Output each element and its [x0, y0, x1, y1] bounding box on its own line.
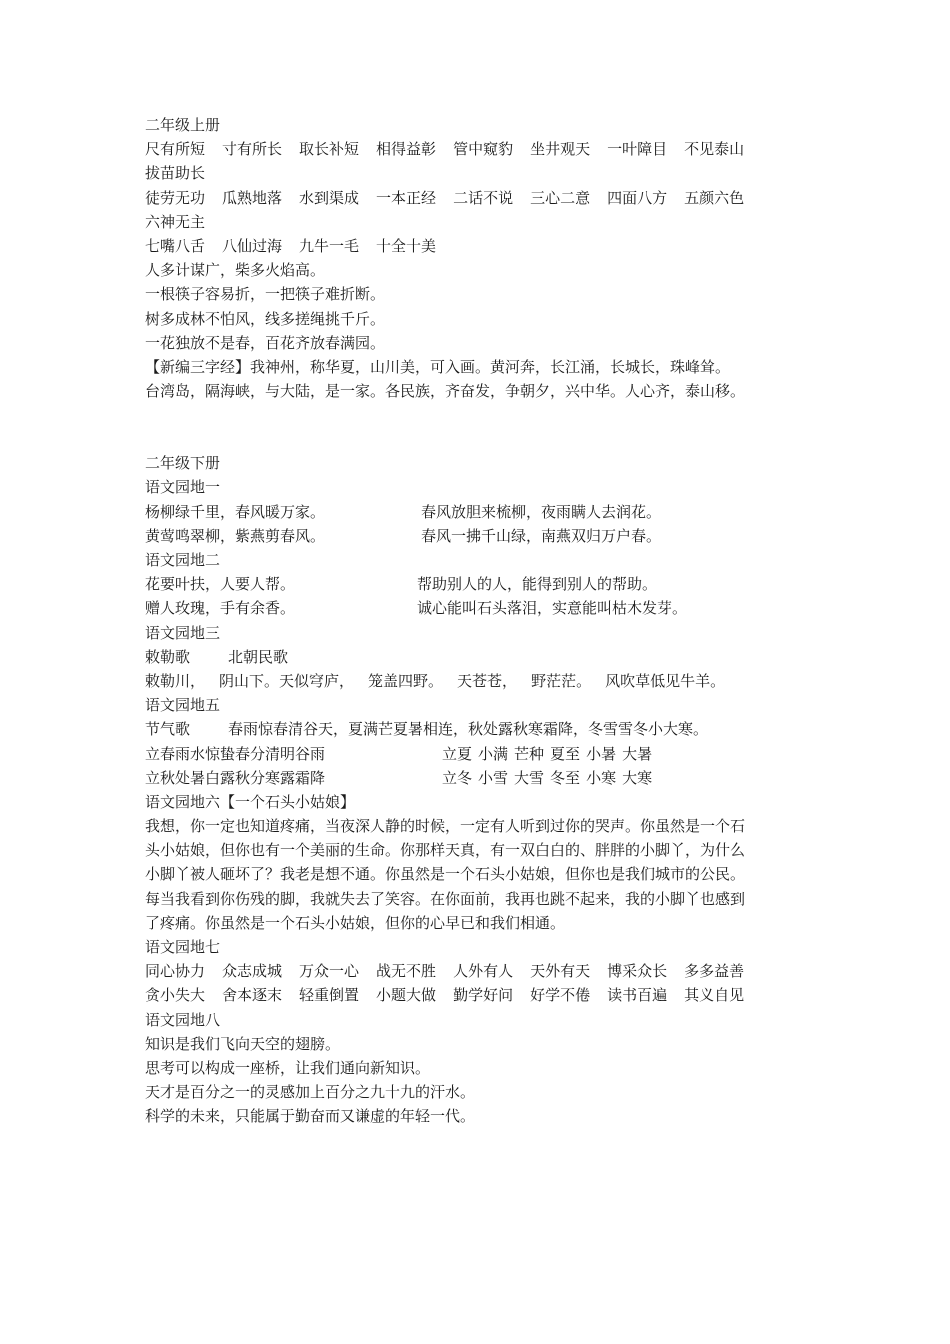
idiom: 小题大做	[376, 986, 437, 1005]
idiom: 十全十美	[376, 236, 437, 255]
idiom: 轻重倒置	[299, 986, 360, 1005]
idioms-row-3	[145, 234, 825, 258]
saying-row	[145, 572, 825, 596]
idiom: 拔苗助长	[145, 164, 206, 183]
quote-line: 思考可以构成一座桥，让我们通向新知识。	[145, 1058, 431, 1077]
idiom: 四面八方	[607, 188, 668, 207]
song-label: 节气歌	[145, 720, 191, 739]
lower-heading: 二年级下册	[145, 454, 221, 473]
saying-left: 赠人玫瑰，手有余香。	[145, 599, 296, 618]
saying-right: 帮助别人的人，能得到别人的帮助。	[417, 575, 658, 594]
document-page	[145, 113, 825, 1129]
term: 立冬	[442, 768, 473, 787]
term: 小暑	[586, 744, 617, 763]
solar-terms-row	[145, 742, 825, 766]
idiom: 七嘴八舌	[145, 236, 206, 255]
term: 大雪	[514, 768, 545, 787]
idiom: 好学不倦	[530, 986, 591, 1005]
upper-heading: 二年级上册	[145, 116, 221, 134]
couplet-left: 黄莺鸣翠柳，紫燕剪春风。	[145, 526, 326, 545]
garden-title: 语文园地七	[145, 938, 221, 956]
term: 冬至	[550, 768, 581, 787]
term: 夏至	[550, 744, 581, 763]
idiom: 坐井观天	[530, 140, 591, 159]
sanzijing-line: 【新编三字经】我神州，称华夏，山川美，可入画。黄河奔，长江涌，长城长，珠峰耸。	[145, 357, 731, 376]
story-line: 头小姑娘，但你也有一个美丽的生命。你那样天真，有一双白白的、胖胖的小脚丫，为什么	[145, 841, 746, 860]
idiom: 二话不说	[453, 188, 514, 207]
proverb: 人多计谋广，柴多火焰高。	[145, 261, 326, 280]
quote-line: 天才是百分之一的灵感加上百分之九十九的汗水。	[145, 1083, 476, 1102]
idiom: 一本正经	[376, 188, 437, 207]
poem-line: 笼盖四野。	[368, 671, 444, 690]
term: 大寒	[622, 768, 653, 787]
idiom: 勤学好问	[453, 986, 514, 1005]
quote-line: 知识是我们飞向天空的翅膀。	[145, 1034, 341, 1053]
terms-left: 立秋处暑白露秋分寒露霜降	[145, 768, 326, 787]
idiom: 不见泰山	[684, 140, 745, 159]
section-spacer	[145, 403, 825, 451]
idiom: 九牛一毛	[299, 236, 360, 255]
idiom: 万众一心	[299, 962, 360, 981]
garden-title: 语文园地三	[145, 623, 221, 642]
idiom: 瓜熟地落	[222, 188, 283, 207]
term: 小寒	[586, 768, 617, 787]
proverb: 一花独放不是春，百花齐放春满园。	[145, 333, 386, 352]
idiom: 人外有人	[453, 962, 514, 981]
term: 小雪	[478, 768, 509, 787]
garden-title: 语文园地二	[145, 551, 221, 569]
term: 小满	[478, 744, 509, 763]
idiom: 尺有所短	[145, 140, 206, 159]
poem-line: 风吹草低见牛羊。	[605, 671, 726, 690]
idiom: 博采众长	[607, 962, 668, 981]
idioms-row-1	[145, 137, 825, 161]
poem-title: 敕勒歌	[145, 647, 191, 666]
song-text: 春雨惊春清谷天，夏满芒夏暑相连，秋处露秋寒霜降，冬雪雪冬小大寒。	[228, 720, 709, 739]
terms-left: 立春雨水惊蛰春分清明谷雨	[145, 744, 326, 763]
term: 大暑	[622, 744, 653, 763]
couplet-right: 春风放胆来梳柳，夜雨瞒人去润花。	[421, 502, 662, 521]
idiom: 管中窥豹	[453, 140, 514, 159]
idiom: 天外有天	[530, 962, 591, 981]
couplet-left: 杨柳绿千里，春风暖万家。	[145, 502, 326, 521]
sanzijing-line: 台湾岛，隔海峡，与大陆，是一家。各民族，齐奋发，争朝夕，兴中华。人心齐，泰山移。	[145, 382, 746, 401]
poem-author: 北朝民歌	[228, 647, 289, 666]
idiom: 三心二意	[530, 188, 591, 207]
idiom: 取长补短	[299, 140, 360, 159]
garden-title: 语文园地一	[145, 478, 221, 497]
idiom: 众志成城	[222, 962, 283, 981]
garden-title: 语文园地五	[145, 696, 221, 715]
garden-title: 语文园地八	[145, 1010, 221, 1029]
idiom: 其义自见	[684, 986, 745, 1005]
idiom: 八仙过海	[222, 236, 283, 255]
idiom: 五颜六色	[684, 188, 745, 207]
idiom: 徒劳无功	[145, 188, 206, 207]
couplet-right: 春风一拂千山绿，南燕双归万户春。	[421, 526, 662, 545]
idiom: 同心协力	[145, 962, 206, 981]
idioms-row	[145, 983, 825, 1007]
idiom: 一叶障目	[607, 140, 668, 159]
garden-title: 语文园地六【一个石头小姑娘】	[145, 792, 356, 811]
proverb: 一根筷子容易折，一把筷子难折断。	[145, 285, 386, 304]
poem-line: 敕勒川，	[145, 671, 206, 690]
poem-line: 野茫茫。	[531, 671, 592, 690]
idiom: 水到渠成	[299, 188, 360, 207]
terms-right	[442, 742, 658, 766]
poem-heading	[145, 645, 825, 669]
quote-line: 科学的未来，只能属于勤奋而又谦虚的年轻一代。	[145, 1107, 476, 1126]
solar-terms-song	[145, 717, 825, 741]
term: 芒种	[514, 744, 545, 763]
idiom: 六神无主	[145, 212, 206, 231]
idioms-row	[145, 959, 825, 983]
idiom: 贪小失大	[145, 986, 206, 1005]
saying-left: 花要叶扶，人要人帮。	[145, 575, 296, 594]
couplet-row	[145, 524, 825, 548]
couplet-row	[145, 500, 825, 524]
terms-right	[442, 766, 658, 790]
story-line: 了疼痛。你虽然是一个石头小姑娘，但你的心早已和我们相通。	[145, 913, 566, 932]
idiom: 相得益彰	[376, 140, 437, 159]
poem-line: 阴山下。天似穹庐，	[219, 671, 355, 690]
idiom: 舍本逐末	[222, 986, 283, 1005]
saying-row	[145, 596, 825, 620]
term: 立夏	[442, 744, 473, 763]
solar-terms-row	[145, 766, 825, 790]
idiom: 寸有所长	[222, 140, 283, 159]
story-line: 小脚丫被人砸坏了？我老是想不通。你虽然是一个石头小姑娘，但你也是我们城市的公民。	[145, 865, 746, 884]
saying-right: 诚心能叫石头落泪，实意能叫枯木发芽。	[417, 599, 688, 618]
idioms-row-2	[145, 186, 825, 210]
proverb: 树多成林不怕风，线多搓绳挑千斤。	[145, 309, 386, 328]
story-line: 我想，你一定也知道疼痛，当夜深人静的时候，一定有人听到过你的哭声。你虽然是一个石	[145, 817, 746, 836]
idiom: 读书百遍	[607, 986, 668, 1005]
poem-body	[145, 669, 825, 693]
idiom: 战无不胜	[376, 962, 437, 981]
idiom: 多多益善	[684, 962, 745, 981]
poem-line: 天苍苍，	[457, 671, 518, 690]
story-line: 每当我看到你伤残的脚，我就失去了笑容。在你面前，我再也跳不起来，我的小脚丫也感到	[145, 889, 746, 908]
